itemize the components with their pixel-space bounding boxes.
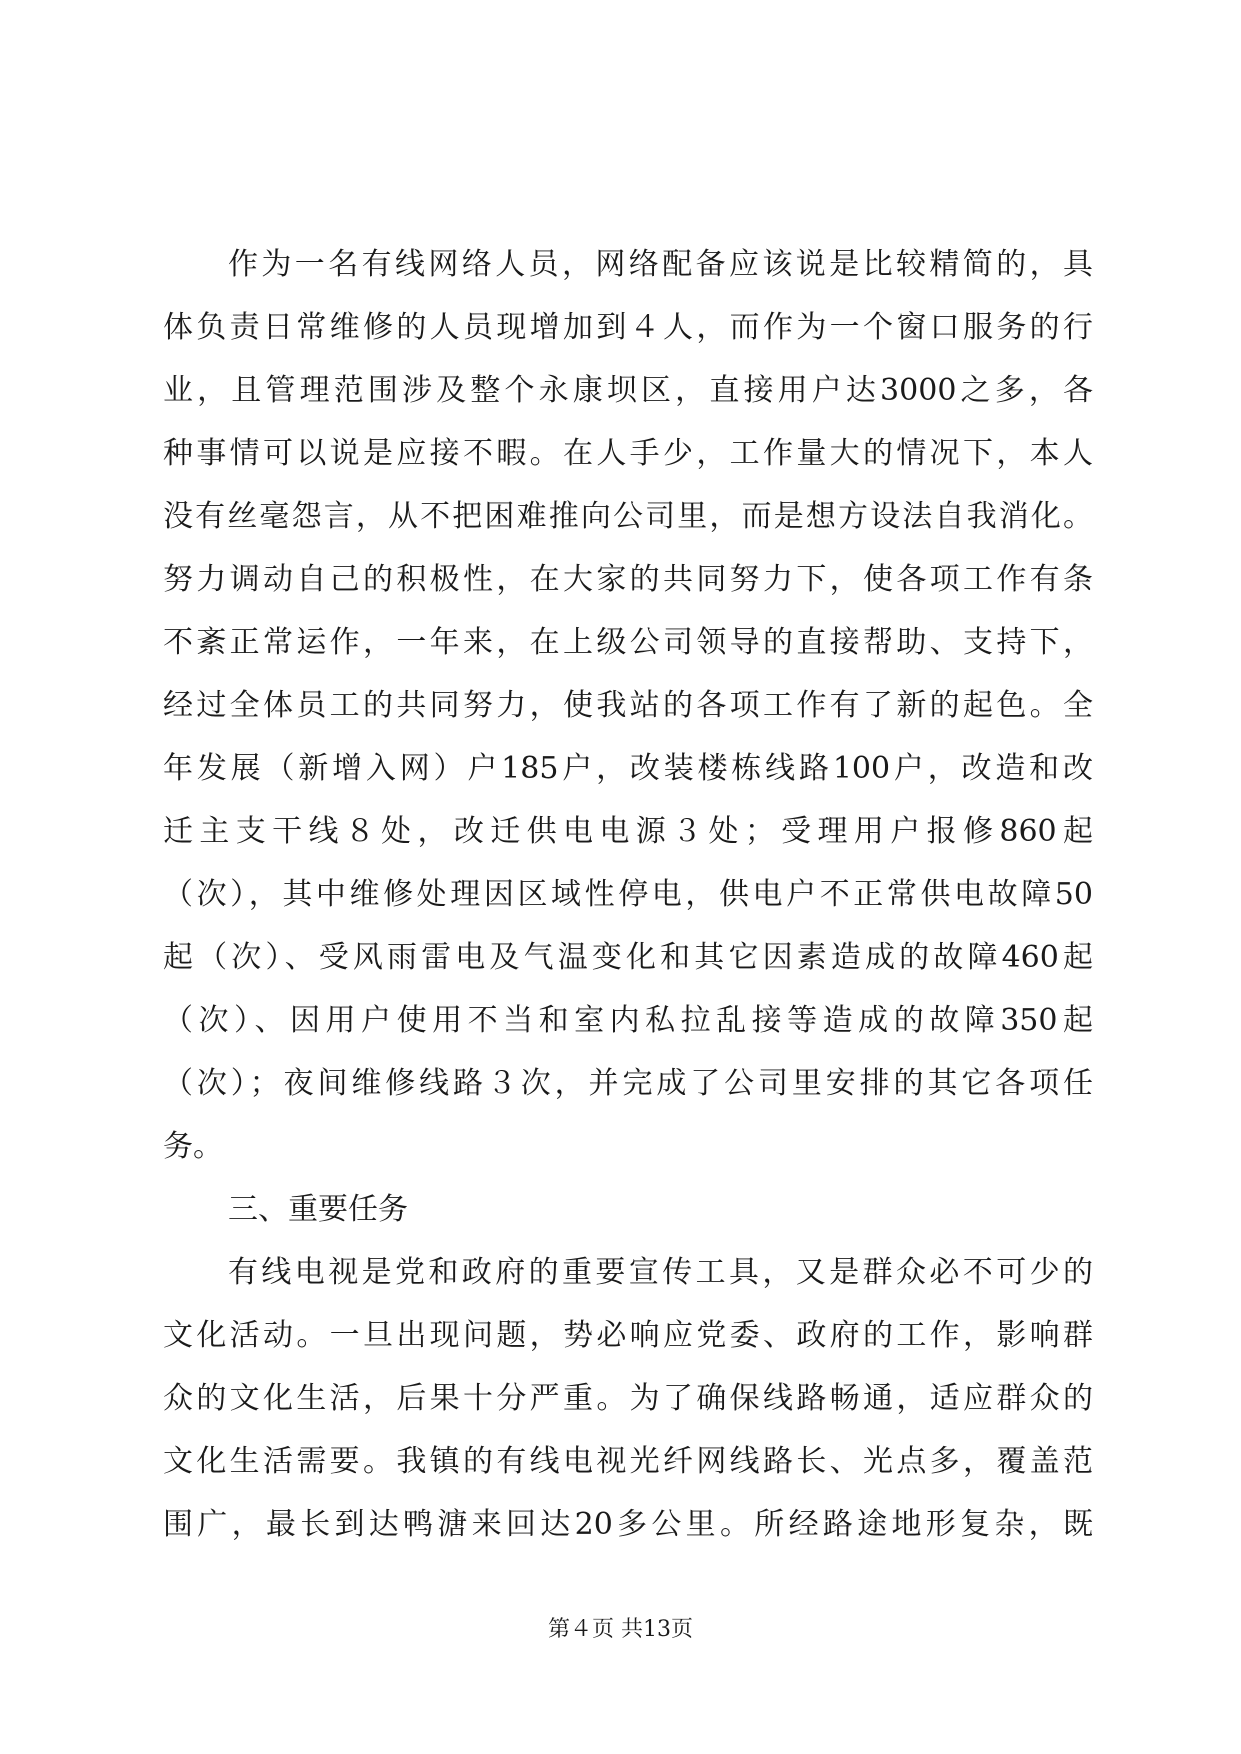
paragraph-line: （次）；夜间维修线路３次，并完成了公司里安排的其它各项任 xyxy=(163,1066,1093,1101)
paragraph-line: 作为一名有线网络人员，网络配备应该说是比较精简的，具 xyxy=(228,247,1093,282)
paragraph-line: 有线电视是党和政府的重要宣传工具，又是群众必不可少的 xyxy=(228,1255,1093,1290)
paragraph-line: 年发展（新增入网）户185户，改装楼栋线路100户，改造和改 xyxy=(163,751,1093,786)
paragraph-line: 体负责日常维修的人员现增加到４人，而作为一个窗口服务的行 xyxy=(163,310,1093,345)
paragraph-line: 种事情可以说是应接不暇。在人手少，工作量大的情况下，本人 xyxy=(163,436,1093,471)
paragraph-line: （次），其中维修处理因区域性停电，供电户不正常供电故障50 xyxy=(163,877,1093,912)
page-number: 第４页 共13页 xyxy=(548,1617,693,1642)
paragraph-line: 围广，最长到达鸭溏来回达20多公里。所经路途地形复杂，既 xyxy=(163,1507,1093,1542)
paragraph-line: 努力调动自己的积极性，在大家的共同努力下，使各项工作有条 xyxy=(163,562,1093,597)
paragraph-line: 经过全体员工的共同努力，使我站的各项工作有了新的起色。全 xyxy=(163,688,1093,723)
paragraph-line: 业，且管理范围涉及整个永康坝区，直接用户达3000之多，各 xyxy=(163,373,1093,408)
paragraph-line: 文化生活需要。我镇的有线电视光纤网线路长、光点多，覆盖范 xyxy=(163,1444,1093,1479)
section-heading: 三、重要任务 xyxy=(228,1192,408,1227)
paragraph-line: 务。 xyxy=(163,1129,223,1164)
paragraph-line: 众的文化生活，后果十分严重。为了确保线路畅通，适应群众的 xyxy=(163,1381,1093,1416)
document-body xyxy=(163,233,1093,1556)
paragraph-line: （次）、因用户使用不当和室内私拉乱接等造成的故障350起 xyxy=(163,1003,1093,1038)
paragraph-line: 迁主支干线８处，改迁供电电源３处；受理用户报修860起 xyxy=(163,814,1093,849)
paragraph-line: 起（次）、受风雨雷电及气温变化和其它因素造成的故障460起 xyxy=(163,940,1093,975)
paragraph-line: 不紊正常运作，一年来，在上级公司领导的直接帮助、支持下， xyxy=(163,625,1093,660)
paragraph-line: 没有丝毫怨言，从不把困难推向公司里，而是想方设法自我消化。 xyxy=(163,499,1093,534)
paragraph-line: 文化活动。一旦出现问题，势必响应党委、政府的工作，影响群 xyxy=(163,1318,1093,1353)
